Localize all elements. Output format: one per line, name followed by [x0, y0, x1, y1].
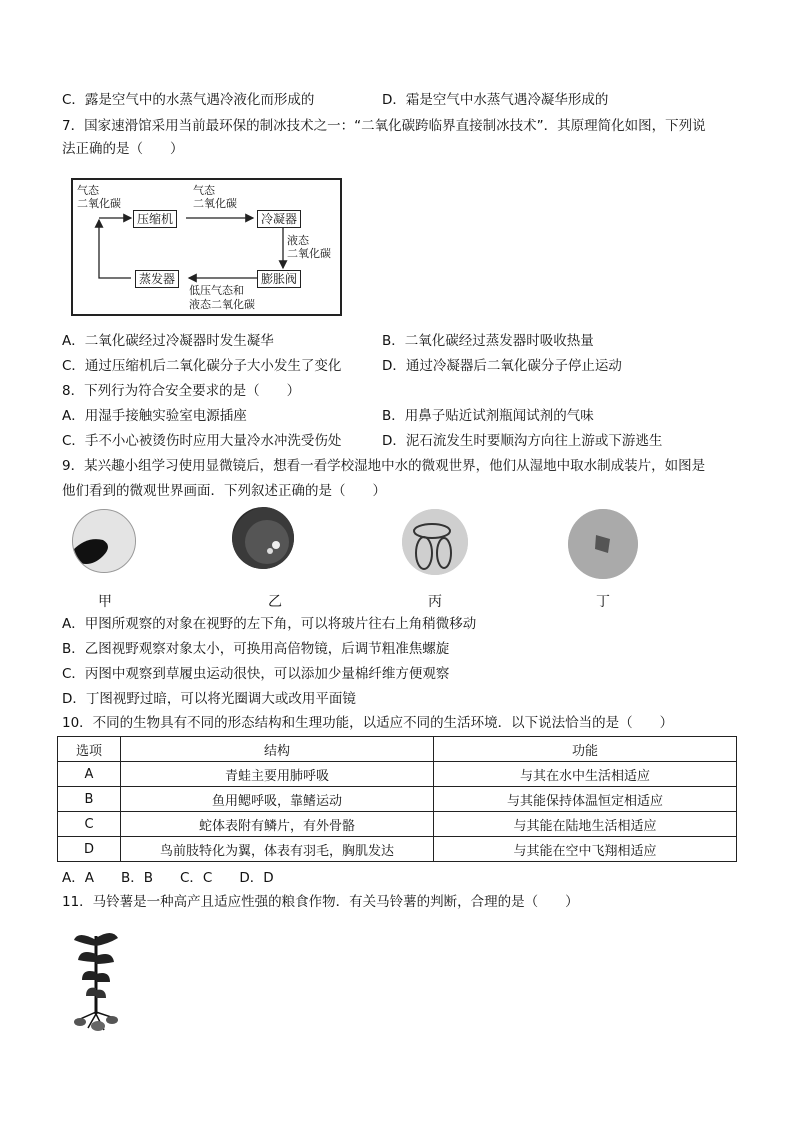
caption-ding: 丁	[596, 594, 610, 610]
condenser-box: 冷凝器	[257, 210, 301, 228]
micrograph-yi	[232, 507, 294, 569]
q7-option-d: D．通过冷凝器后二氧化碳分子停止运动	[382, 358, 622, 374]
label-gas: 气态	[77, 184, 99, 197]
q7-option-b: B．二氧化碳经过蒸发器时吸收热量	[382, 333, 594, 349]
cell-structure: 青蛙主要用肺呼吸	[121, 762, 434, 787]
q9-option-c: C．丙图中观察到草履虫运动很快，可以添加少量棉纤维方便观察	[62, 666, 450, 682]
q10-table	[57, 736, 737, 862]
q9-option-d: D．丁图视野过暗，可以将光圈调大或改用平面镜	[62, 691, 356, 707]
q11-stem: 11．马铃薯是一种高产且适应性强的粮食作物．有关马铃薯的判断，合理的是（ ）	[62, 894, 579, 910]
q7-option-c: C．通过压缩机后二氧化碳分子大小发生了变化	[62, 358, 342, 374]
table-row	[58, 837, 737, 862]
potato-plant-illustration	[68, 926, 124, 1034]
q8-option-d: D．泥石流发生时要顺沟方向往上游或下游逃生	[382, 433, 663, 449]
cell-option: B	[58, 787, 121, 812]
micrograph-yi-image	[232, 507, 294, 569]
cell-function: 与其能在空中飞翔相适应	[434, 837, 737, 862]
cell-structure: 鱼用鳃呼吸，靠鳍运动	[121, 787, 434, 812]
micrograph-jia	[72, 509, 136, 573]
cell-structure: 蛇体表附有鳞片，有外骨骼	[121, 812, 434, 837]
micrograph-bing-image	[402, 509, 468, 575]
table-row	[58, 762, 737, 787]
cell-option: D	[58, 837, 121, 862]
q6-option-d: D．霜是空气中水蒸气遇冷凝华形成的	[382, 92, 609, 108]
q9-option-a: A．甲图所观察的对象在视野的左下角，可以将玻片往右上角稍微移动	[62, 616, 477, 632]
q8-stem: 8．下列行为符合安全要求的是（ ）	[62, 383, 301, 399]
label-liquid: 液态	[287, 234, 309, 247]
compressor-box: 压缩机	[133, 210, 177, 228]
label-low-pressure-2: 液态二氧化碳	[189, 298, 255, 311]
q9-stem-line1: 9．某兴趣小组学习使用显微镜后，想看一看学校湿地中水的微观世界，他们从湿地中取水制成装片，如图是	[62, 458, 706, 474]
micrograph-ding	[568, 509, 638, 579]
cell-option: C	[58, 812, 121, 837]
label-low-pressure: 低压气态和	[189, 284, 244, 297]
q10-stem: 10．不同的生物具有不同的形态结构和生理功能，以适应不同的生活环境．以下说法恰当的是（ ）	[62, 715, 674, 731]
micrograph-jia-image	[73, 510, 135, 572]
micrograph-ding-image	[568, 509, 638, 579]
q6-option-c: C．露是空气中的水蒸气遇冷液化而形成的	[62, 92, 315, 108]
q7-stem-line1: 7．国家速滑馆采用当前最环保的制冰技术之一：“二氧化碳跨临界直接制冰技术”．其原理简化如图，下列说	[62, 118, 706, 134]
table-row	[58, 812, 737, 837]
cell-option: A	[58, 762, 121, 787]
q9-stem-line2: 他们看到的微观世界画面．下列叙述正确的是（ ）	[62, 483, 386, 499]
q8-option-a: A．用湿手接触实验室电源插座	[62, 408, 247, 424]
caption-bing: 丙	[428, 594, 442, 610]
table-header-row	[58, 737, 737, 762]
q10-options: A．A B．B C．C D．D	[62, 870, 274, 886]
label-co2: 二氧化碳	[77, 197, 121, 210]
cell-function: 与其能保持体温恒定相适应	[434, 787, 737, 812]
evaporator-box: 蒸发器	[135, 270, 179, 288]
label-gas-top: 气态	[193, 184, 215, 197]
table-row	[58, 787, 737, 812]
q7-stem-line2: 法正确的是（ ）	[62, 141, 184, 157]
expansion-valve-box: 膨胀阀	[257, 270, 301, 288]
cell-function: 与其能在陆地生活相适应	[434, 812, 737, 837]
label-liquid-co2: 二氧化碳	[287, 247, 331, 260]
micrograph-bing	[402, 509, 468, 575]
q8-option-b: B．用鼻子贴近试剂瓶闻试剂的气味	[382, 408, 594, 424]
cell-structure: 鸟前肢特化为翼，体表有羽毛，胸肌发达	[121, 837, 434, 862]
header-function: 功能	[434, 737, 737, 762]
q7-option-a: A．二氧化碳经过冷凝器时发生凝华	[62, 333, 274, 349]
q9-option-b: B．乙图视野观察对象太小，可换用高倍物镜，后调节粗准焦螺旋	[62, 641, 450, 657]
caption-jia: 甲	[98, 594, 112, 610]
co2-cycle-diagram	[71, 178, 342, 316]
header-structure: 结构	[121, 737, 434, 762]
header-option: 选项	[58, 737, 121, 762]
cell-function: 与其在水中生活相适应	[434, 762, 737, 787]
caption-yi: 乙	[268, 594, 282, 610]
q8-option-c: C．手不小心被烫伤时应用大量冷水冲洗受伤处	[62, 433, 342, 449]
label-co2-top: 二氧化碳	[193, 197, 237, 210]
